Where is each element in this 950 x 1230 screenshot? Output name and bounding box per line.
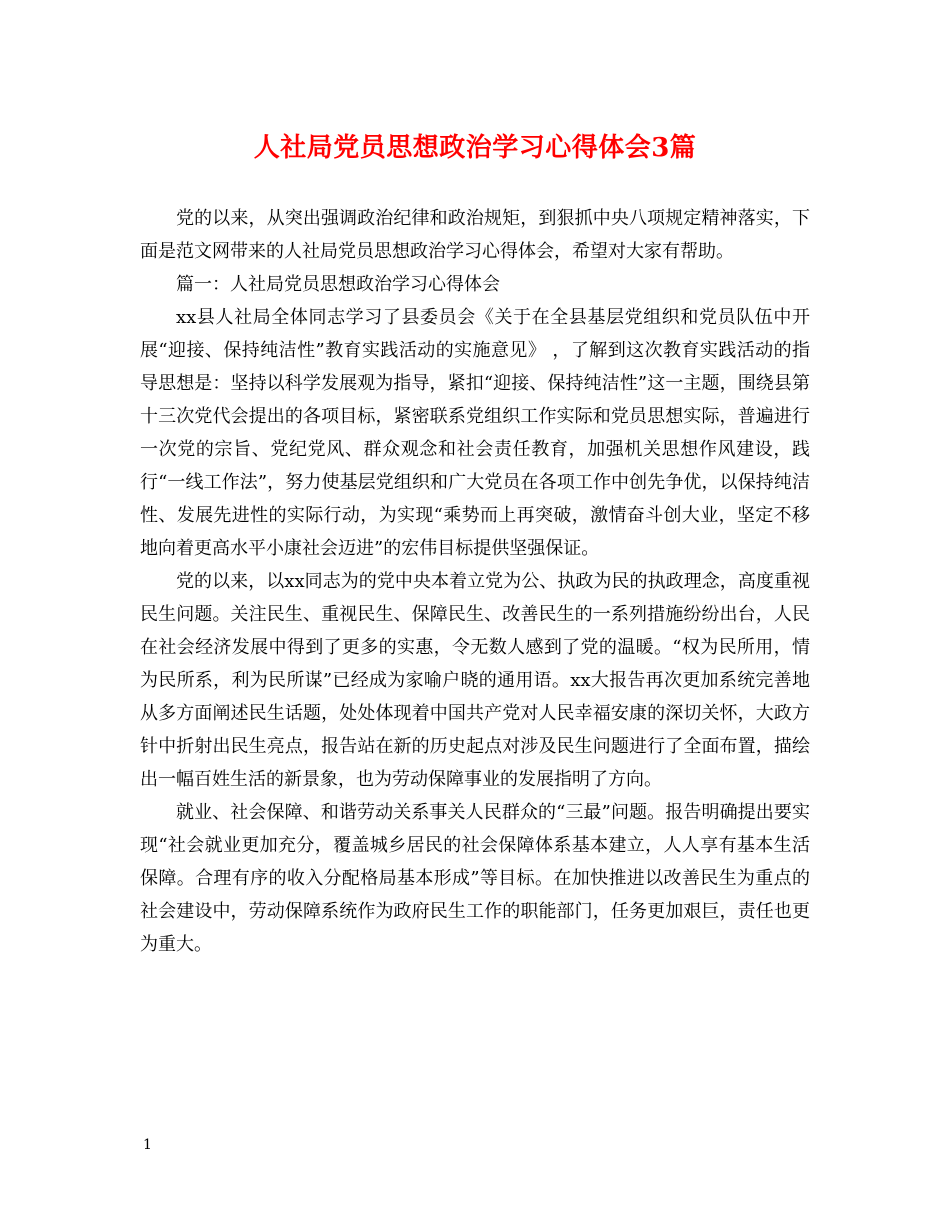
document-title: 人社局党员思想政治学习心得体会3篇	[253, 133, 697, 163]
section-heading-part-one: 篇一：人社局党员思想政治学习心得体会	[176, 274, 500, 295]
paragraph-intro: 党的以来，从突出强调政治纪律和政治规矩，到狠抓中央八项规定精神落实，下面是范文网带来的人社局党员思想政治学习心得体会，希望对大家有帮助。	[140, 208, 810, 262]
paragraph-employment: 就业、社会保障、和谐劳动关系事关人民群众的“三最”问题。报告明确提出要实现“社会就业更加充分，覆盖城乡居民的社会保障体系基本建立，人人享有基本生活保障。合理有序的收入分配格局基本形成”等目标。在加快推进以改善民生为重点的社会建设中，劳动保障系统作为政府民生工作的职能部门，任务更加艰巨，责任也更为重大。	[140, 802, 810, 955]
paragraph-livelihood: 党的以来，以xx同志为的党中央本着立党为公、执政为民的执政理念，高度重视民生问题。关注民生、重视民生、保障民生、改善民生的一系列措施纷纷出台，人民在社会经济发展中得到了更多的实惠，令无数人感到了党的温暖。“权为民所用，情为民所系，利为民所谋”已经成为家喻户晓的通用语。xx大报告再次更加系统完善地从多方面阐述民生话题，处处体现着中国共产党对人民幸福安康的深切关怀，大政方针中折射出民生亮点，报告站在新的历史起点对涉及民生问题进行了全面布置，描绘出一幅百姓生活的新景象，也为劳动保障事业的发展指明了方向。	[140, 571, 810, 790]
document-body	[140, 202, 810, 961]
paragraph-county-study: xx县人社局全体同志学习了县委员会《关于在全县基层党组织和党员队伍中开展“迎接、保持纯洁性”教育实践活动的实施意见》 ，了解到这次教育实践活动的指导思想是：坚持以科学发展观为指导，紧扣“迎接、保持纯洁性”这一主题，围绕县第十三次党代会提出的各项目标，紧密联系党组织工作实际和党员思想实际，普遍进行一次党的宗旨、党纪党风、群众观念和社会责任教育，加强机关思想作风建设，践行“一线工作法”，努力使基层党组织和广大党员在各项工作中创先争优，以保持纯洁性、发展先进性的实际行动，为实现“乘势而上再突破，激情奋斗创大业，坚定不移地向着更高水平小康社会迈进”的宏伟目标提供坚强保证。	[140, 307, 810, 559]
page-number: 1	[143, 1137, 152, 1153]
